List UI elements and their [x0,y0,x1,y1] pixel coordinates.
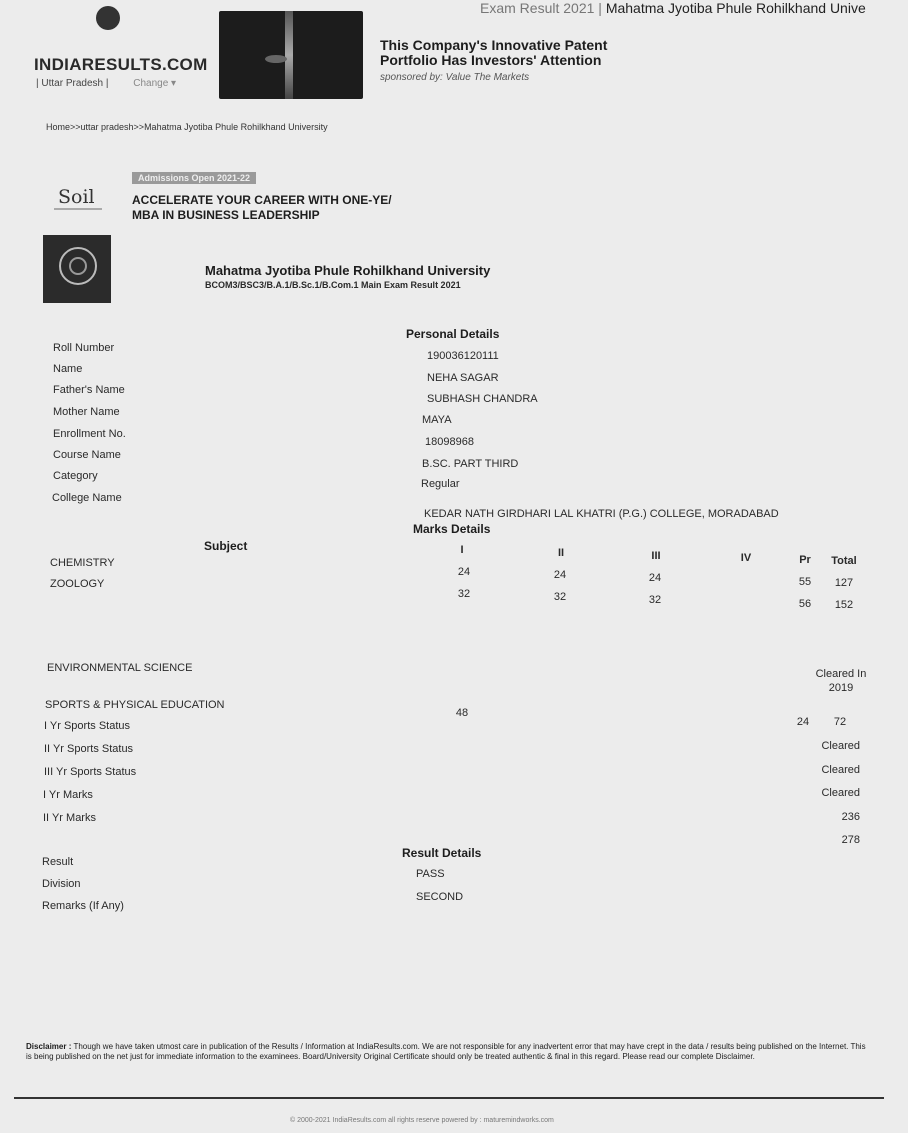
mark-total: 127 [834,577,854,589]
disclaimer-text: Though we have taken utmost care in publication of the Results / Information at IndiaResults.com. We are not responsible for any inadvertent error that may have crept in the data / results being published on the Internet. This is being published on the net just for immediate information to the examinees. Board/University Original Certificate should only be treated authentic & final in this regard. Please read our complete Disclaimer. [26,1042,866,1061]
browser-title-text: Mahatma Jyotiba Phule Rohilkhand Unive [605,0,866,16]
yr3-sports-status-label: III Yr Sports Status [44,766,137,778]
mark-i: 32 [457,588,471,600]
mark-pr: 56 [798,598,812,610]
copyright: © 2000-2021 IndiaResults.com all rights reserve powered by : maturemindworks.com [290,1117,554,1124]
course-name-label: Course Name [53,449,121,461]
result-label: Result [42,856,74,868]
env-science-label: ENVIRONMENTAL SCIENCE [47,662,193,674]
col-header-i: I [460,544,464,556]
category-label: Category [53,470,98,482]
name-value: NEHA SAGAR [427,372,499,384]
promo-text[interactable] [132,193,392,223]
college-name-value: KEDAR NATH GIRDHARI LAL KHATRI (P.G.) COLLEGE, MORADABAD [424,508,779,520]
marks-details-heading: Marks Details [413,522,491,536]
ink-blot [96,6,120,30]
roll-number-value: 190036120111 [427,350,499,362]
ad-sponsor: sponsored by: Value The Markets [380,72,530,83]
result-details-heading: Result Details [402,846,482,860]
region-label: | Uttar Pradesh | [36,78,109,89]
course-name-value: B.SC. PART THIRD [422,458,519,470]
ad-headline[interactable] [380,38,607,68]
col-header-total: Total [831,555,857,567]
yr1-sports-status-label: I Yr Sports Status [44,720,131,732]
browser-title [480,0,866,16]
enrollment-value: 18098968 [425,436,474,448]
change-link[interactable]: Change ▾ [133,78,177,89]
sports-mark-i: 48 [455,707,469,719]
light-glint [265,55,287,63]
yr1-sports-status-value: Cleared [821,740,860,752]
browser-title-faded: Exam Result 2021 | [480,0,602,16]
university-name: Mahatma Jyotiba Phule Rohilkhand University [205,263,491,278]
subject-name: ZOOLOGY [50,578,105,590]
mark-i: 24 [457,566,471,578]
col-header-ii: II [557,547,565,559]
mother-name-value: MAYA [422,414,452,426]
yr2-marks-value: 278 [841,834,860,846]
col-header-pr: Pr [799,554,811,566]
personal-details-heading: Personal Details [406,327,500,341]
yr2-marks-label: II Yr Marks [43,812,96,824]
category-value: Regular [421,478,460,490]
exam-name: BCOM3/BSC3/B.A.1/B.Sc.1/B.Com.1 Main Exam Result 2021 [205,280,461,290]
yr1-marks-value: 236 [841,811,860,823]
subject-name: CHEMISTRY [50,557,115,569]
mark-pr: 55 [798,576,812,588]
footer-rule [14,1097,884,1099]
ad-image[interactable] [219,11,363,99]
yr2-sports-status-label: II Yr Sports Status [44,743,134,755]
yr2-sports-status-value: Cleared [821,764,860,776]
disclaimer [26,1042,866,1062]
college-name-label: College Name [52,492,122,504]
promo-line2: MBA IN BUSINESS LEADERSHIP [132,208,320,222]
yr1-marks-label: I Yr Marks [43,789,93,801]
disclaimer-title: Disclaimer : [26,1042,72,1051]
col-header-iv: IV [740,552,752,564]
sports-mark-pr: 24 [796,716,810,728]
father-name-value: SUBHASH CHANDRA [427,393,538,405]
mark-total: 152 [834,599,854,611]
breadcrumb[interactable]: Home>>uttar pradesh>>Mahatma Jyotiba Phule Rohilkhand University [46,122,328,132]
subject-header: Subject [204,539,248,553]
mark-iii: 32 [648,594,662,606]
promo-logo-underline [54,208,102,210]
light-streak [285,11,293,99]
yr3-sports-status-value: Cleared [821,787,860,799]
roll-number-label: Roll Number [53,342,115,354]
mark-iii: 24 [648,572,662,584]
mark-ii: 24 [553,569,567,581]
promo-line1: ACCELERATE YOUR CAREER WITH ONE-YE/ [132,193,392,207]
sports-mark-total: 72 [833,716,847,728]
division-value: SECOND [416,891,464,903]
promo-badge: Admissions Open 2021-22 [132,172,256,184]
father-name-label: Father's Name [53,384,125,396]
name-label: Name [53,363,83,375]
mark-ii: 32 [553,591,567,603]
result-value: PASS [416,868,445,880]
remarks-label: Remarks (If Any) [42,900,124,912]
sports-label: SPORTS & PHYSICAL EDUCATION [45,699,225,711]
ad-headline-line2: Portfolio Has Investors' Attention [380,52,602,68]
seal-inner [69,257,87,275]
mother-name-label: Mother Name [53,406,120,418]
enrollment-label: Enrollment No. [53,428,126,440]
university-seal-icon [43,235,111,303]
promo-logo: Soil [58,186,95,208]
ad-headline-line1: This Company's Innovative Patent [380,37,608,53]
region-selector [36,78,176,89]
col-header-iii: III [651,550,661,562]
site-logo[interactable]: INDIARESULTS.COM [34,55,208,74]
env-science-status: Cleared In 2019 [815,668,867,694]
division-label: Division [42,878,81,890]
